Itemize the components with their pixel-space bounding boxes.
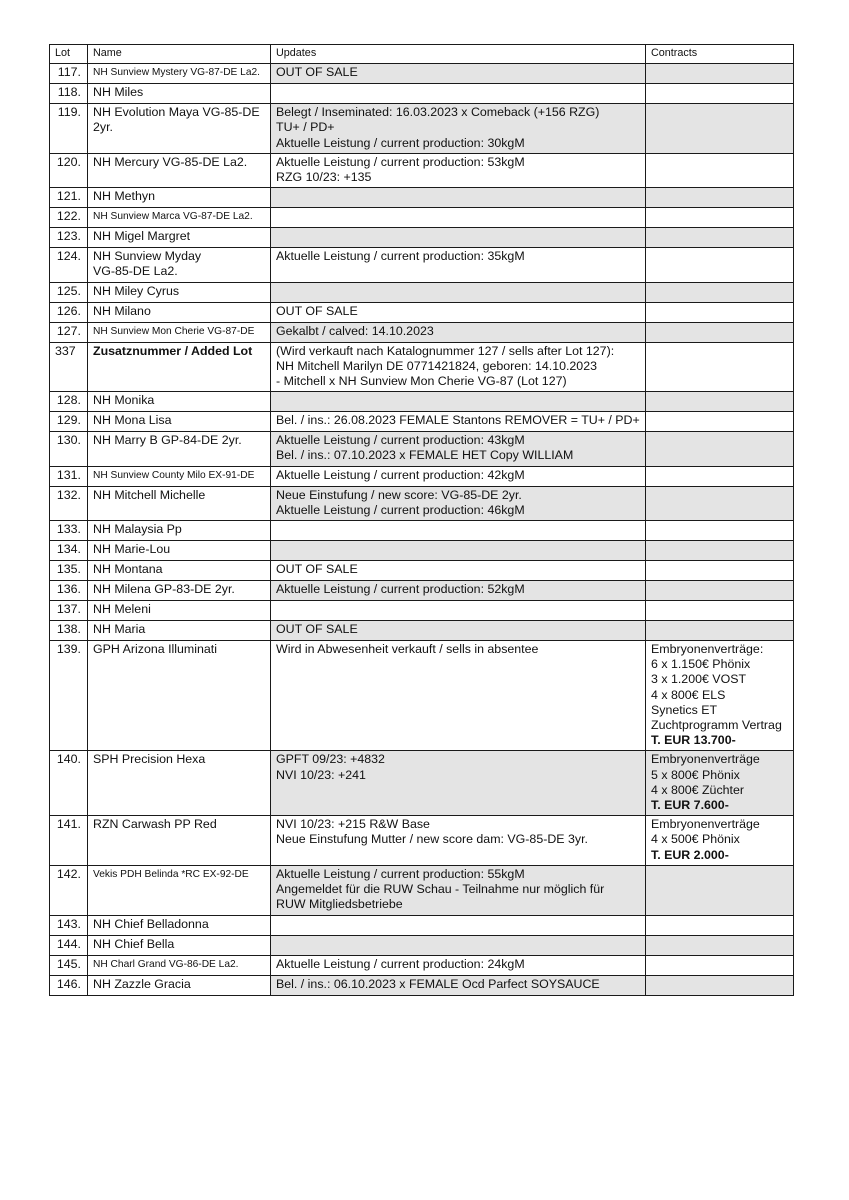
updates-cell: [271, 188, 646, 208]
table-row: [50, 486, 794, 520]
lot-number: 119.: [50, 104, 88, 154]
animal-name: NH Charl Grand VG-86-DE La2.: [88, 955, 271, 975]
header-contracts: Contracts: [646, 45, 794, 64]
table-row: [50, 282, 794, 302]
table-row: [50, 915, 794, 935]
table-row: [50, 208, 794, 228]
contract-line: 3 x 1.200€ VOST: [651, 672, 747, 687]
lot-number: 118.: [50, 84, 88, 104]
lot-number: 117.: [50, 64, 88, 84]
table-row: [50, 432, 794, 466]
contracts-cell: [646, 153, 794, 187]
updates-cell: [271, 816, 646, 866]
update-line: Aktuelle Leistung / current production: 42kgM: [276, 467, 525, 482]
update-line: Bel. / ins.: 26.08.2023 FEMALE Stantons REMOVER = TU+ / PD+: [276, 413, 640, 428]
updates-cell: [271, 955, 646, 975]
contract-line: Embryonenverträge: [651, 752, 760, 767]
lot-number: 134.: [50, 541, 88, 561]
update-line: TU+ / PD+: [276, 120, 335, 135]
lot-number: 141.: [50, 816, 88, 866]
lot-number: 145.: [50, 955, 88, 975]
table-row: [50, 248, 794, 282]
animal-name: NH Miles: [88, 84, 271, 104]
table-row: [50, 955, 794, 975]
update-line: Aktuelle Leistung / current production: 53kgM: [276, 154, 525, 169]
contract-line: 4 x 800€ ELS: [651, 687, 726, 702]
lot-number: 124.: [50, 248, 88, 282]
table-row: [50, 84, 794, 104]
lot-number: 128.: [50, 392, 88, 412]
contracts-cell: [646, 486, 794, 520]
updates-cell: [271, 601, 646, 621]
updates-cell: [271, 621, 646, 641]
updates-cell: [271, 282, 646, 302]
contract-line: 6 x 1.150€ Phönix: [651, 657, 751, 672]
contracts-cell: [646, 561, 794, 581]
contracts-cell: [646, 641, 794, 751]
updates-cell: [271, 521, 646, 541]
contract-line: 4 x 800€ Züchter: [651, 782, 744, 797]
animal-name: NH Monika: [88, 392, 271, 412]
updates-cell: [271, 641, 646, 751]
animal-name: NH Marie-Lou: [88, 541, 271, 561]
contracts-cell: [646, 915, 794, 935]
update-line: Bel. / ins.: 06.10.2023 x FEMALE Ocd Parfect SOYSAUCE: [276, 976, 600, 991]
table-row: [50, 153, 794, 187]
table-row: [50, 865, 794, 915]
table-row: [50, 975, 794, 995]
updates-cell: [271, 342, 646, 392]
lot-number: 121.: [50, 188, 88, 208]
animal-name: Vekis PDH Belinda *RC EX-92-DE: [88, 865, 271, 915]
table-row: [50, 466, 794, 486]
lot-number: 135.: [50, 561, 88, 581]
updates-cell: [271, 84, 646, 104]
update-line: Angemeldet für die RUW Schau - Teilnahme nur möglich für: [276, 882, 605, 897]
lot-number: 123.: [50, 228, 88, 248]
table-row: [50, 412, 794, 432]
lot-number: 130.: [50, 432, 88, 466]
contract-line: 5 x 800€ Phönix: [651, 767, 740, 782]
update-line: Gekalbt / calved: 14.10.2023: [276, 323, 434, 338]
header-lot: Lot: [50, 45, 88, 64]
animal-name: NH Miley Cyrus: [88, 282, 271, 302]
lot-number: 122.: [50, 208, 88, 228]
table-row: [50, 935, 794, 955]
updates-cell: [271, 392, 646, 412]
table-row: [50, 751, 794, 816]
contracts-cell: [646, 541, 794, 561]
table-row: [50, 581, 794, 601]
table-row: [50, 342, 794, 392]
update-line: OUT OF SALE: [276, 303, 358, 318]
updates-cell: [271, 561, 646, 581]
updates-cell: [271, 302, 646, 322]
contracts-cell: [646, 392, 794, 412]
contracts-cell: [646, 342, 794, 392]
lot-number: 126.: [50, 302, 88, 322]
contract-line: Synetics ET: [651, 702, 718, 717]
update-line: Wird in Abwesenheit verkauft / sells in absentee: [276, 642, 539, 657]
contracts-cell: [646, 935, 794, 955]
table-row: [50, 541, 794, 561]
table-row: [50, 64, 794, 84]
updates-cell: [271, 581, 646, 601]
updates-cell: [271, 915, 646, 935]
contracts-cell: [646, 466, 794, 486]
updates-cell: [271, 248, 646, 282]
update-line: Aktuelle Leistung / current production: 52kgM: [276, 582, 525, 597]
contracts-cell: [646, 322, 794, 342]
update-line: NVI 10/23: +215 R&W Base: [276, 817, 430, 832]
updates-cell: [271, 104, 646, 154]
animal-name: NH Milano: [88, 302, 271, 322]
animal-name: NH Malaysia Pp: [88, 521, 271, 541]
lot-number: 129.: [50, 412, 88, 432]
contracts-cell: [646, 621, 794, 641]
contracts-cell: [646, 751, 794, 816]
update-line: NVI 10/23: +241: [276, 767, 366, 782]
contracts-cell: [646, 302, 794, 322]
contracts-cell: [646, 412, 794, 432]
update-line: Aktuelle Leistung / current production: 55kgM: [276, 866, 525, 881]
animal-name: NH Sunview Mon Cherie VG-87-DE: [88, 322, 271, 342]
update-line: Neue Einstufung Mutter / new score dam: VG-85-DE 3yr.: [276, 832, 588, 847]
animal-name: NH Sunview Myday VG-85-DE La2.: [88, 248, 271, 282]
update-line: Neue Einstufung / new score: VG-85-DE 2yr.: [276, 487, 522, 502]
contracts-cell: [646, 521, 794, 541]
update-line: RUW Mitgliedsbetriebe: [276, 897, 403, 912]
lot-number: 136.: [50, 581, 88, 601]
contracts-cell: [646, 208, 794, 228]
update-line: Aktuelle Leistung / current production: 46kgM: [276, 502, 525, 517]
animal-name: NH Sunview County Milo EX-91-DE: [88, 466, 271, 486]
contracts-cell: [646, 581, 794, 601]
animal-name: NH Evolution Maya VG-85-DE 2yr.: [88, 104, 271, 154]
contracts-cell: [646, 975, 794, 995]
animal-name: NH Migel Margret: [88, 228, 271, 248]
table-row: [50, 816, 794, 866]
lot-number: 133.: [50, 521, 88, 541]
animal-name: NH Mercury VG-85-DE La2.: [88, 153, 271, 187]
animal-name: NH Meleni: [88, 601, 271, 621]
update-line: - Mitchell x NH Sunview Mon Cherie VG-87 (Lot 127): [276, 374, 567, 389]
table-row: [50, 601, 794, 621]
updates-cell: [271, 935, 646, 955]
update-line: Bel. / ins.: 07.10.2023 x FEMALE HET Copy WILLIAM: [276, 448, 574, 463]
animal-name: NH Marry B GP-84-DE 2yr.: [88, 432, 271, 466]
update-line: Aktuelle Leistung / current production: 24kgM: [276, 956, 525, 971]
lot-number: 144.: [50, 935, 88, 955]
contracts-cell: [646, 601, 794, 621]
contract-total: T. EUR 2.000-: [651, 847, 729, 862]
contracts-cell: [646, 248, 794, 282]
update-line: Belegt / Inseminated: 16.03.2023 x Comeback (+156 RZG): [276, 105, 600, 120]
update-line: Aktuelle Leistung / current production: 43kgM: [276, 433, 525, 448]
update-line: (Wird verkauft nach Katalognummer 127 / sells after Lot 127):: [276, 343, 615, 358]
table-header-row: [50, 45, 794, 64]
animal-name: NH Milena GP-83-DE 2yr.: [88, 581, 271, 601]
contracts-cell: [646, 64, 794, 84]
lot-number: 132.: [50, 486, 88, 520]
table-row: [50, 322, 794, 342]
header-updates: Updates: [271, 45, 646, 64]
contract-line: 4 x 500€ Phönix: [651, 832, 740, 847]
table-row: [50, 641, 794, 751]
lot-number: 127.: [50, 322, 88, 342]
lot-number: 142.: [50, 865, 88, 915]
updates-cell: [271, 975, 646, 995]
contracts-cell: [646, 104, 794, 154]
update-line: GPFT 09/23: +4832: [276, 752, 385, 767]
updates-cell: [271, 865, 646, 915]
contract-line: Embryonenverträge: [651, 817, 760, 832]
contracts-cell: [646, 84, 794, 104]
updates-cell: [271, 432, 646, 466]
table-row: [50, 621, 794, 641]
lot-updates-table: [49, 44, 794, 996]
update-line: OUT OF SALE: [276, 562, 358, 577]
lot-number: 137.: [50, 601, 88, 621]
animal-name: GPH Arizona Illuminati: [88, 641, 271, 751]
animal-name: NH Sunview Marca VG-87-DE La2.: [88, 208, 271, 228]
updates-cell: [271, 322, 646, 342]
lot-number: 140.: [50, 751, 88, 816]
updates-cell: [271, 228, 646, 248]
updates-cell: [271, 541, 646, 561]
update-line: NH Mitchell Marilyn DE 0771421824, geboren: 14.10.2023: [276, 358, 597, 373]
table-row: [50, 302, 794, 322]
contracts-cell: [646, 188, 794, 208]
table-row: [50, 521, 794, 541]
lot-number: 139.: [50, 641, 88, 751]
animal-name: NH Chief Bella: [88, 935, 271, 955]
table-row: [50, 392, 794, 412]
table-body: [50, 64, 794, 995]
update-line: RZG 10/23: +135: [276, 170, 372, 185]
contracts-cell: [646, 432, 794, 466]
animal-name: NH Maria: [88, 621, 271, 641]
animal-name: NH Methyn: [88, 188, 271, 208]
updates-cell: [271, 153, 646, 187]
animal-name: Zusatznummer / Added Lot: [88, 342, 271, 392]
lot-number: 138.: [50, 621, 88, 641]
update-line: OUT OF SALE: [276, 65, 358, 80]
update-line: Aktuelle Leistung / current production: 30kgM: [276, 135, 525, 150]
contracts-cell: [646, 228, 794, 248]
update-line: Aktuelle Leistung / current production: 35kgM: [276, 249, 525, 264]
animal-name: RZN Carwash PP Red: [88, 816, 271, 866]
table-row: [50, 104, 794, 154]
contracts-cell: [646, 282, 794, 302]
animal-name: SPH Precision Hexa: [88, 751, 271, 816]
lot-number: 120.: [50, 153, 88, 187]
animal-name: NH Chief Belladonna: [88, 915, 271, 935]
updates-cell: [271, 486, 646, 520]
contract-line: Embryonenverträge:: [651, 642, 764, 657]
contract-line: Zuchtprogramm Vertrag: [651, 718, 782, 733]
updates-cell: [271, 64, 646, 84]
table-row: [50, 561, 794, 581]
table-row: [50, 188, 794, 208]
animal-name: NH Mitchell Michelle: [88, 486, 271, 520]
updates-cell: [271, 412, 646, 432]
animal-name: NH Sunview Mystery VG-87-DE La2.: [88, 64, 271, 84]
lot-number: 125.: [50, 282, 88, 302]
updates-cell: [271, 466, 646, 486]
contracts-cell: [646, 865, 794, 915]
contracts-cell: [646, 955, 794, 975]
table-row: [50, 228, 794, 248]
header-name: Name: [88, 45, 271, 64]
animal-name: NH Zazzle Gracia: [88, 975, 271, 995]
contracts-cell: [646, 816, 794, 866]
lot-number: 143.: [50, 915, 88, 935]
update-line: OUT OF SALE: [276, 622, 358, 637]
lot-number: 131.: [50, 466, 88, 486]
animal-name: NH Montana: [88, 561, 271, 581]
animal-name: NH Mona Lisa: [88, 412, 271, 432]
contract-total: T. EUR 7.600-: [651, 798, 729, 813]
contract-total: T. EUR 13.700-: [651, 733, 736, 748]
lot-number: 146.: [50, 975, 88, 995]
lot-number: 337: [50, 342, 88, 392]
updates-cell: [271, 751, 646, 816]
updates-cell: [271, 208, 646, 228]
